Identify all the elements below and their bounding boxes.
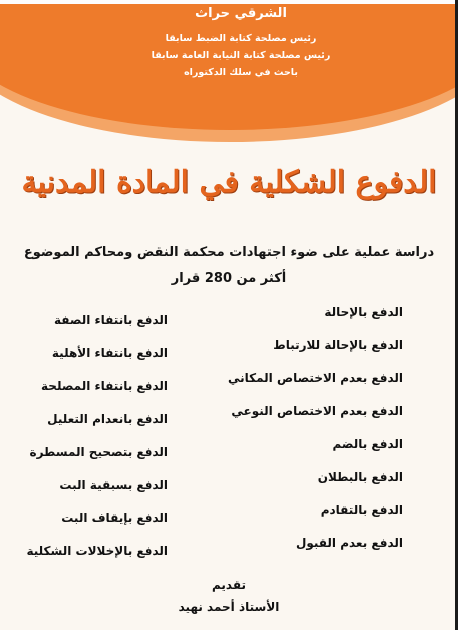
book-title: الدفوع الشكلية في المادة المدنية [21, 165, 437, 200]
scan-edge-top [0, 0, 458, 4]
topic-item: الدفع بالضم [332, 437, 403, 451]
author-name: الشرقي حراث [195, 6, 287, 21]
subtitle-line-1: دراسة عملية على ضوء اجتهادات محكمة النقض ومحاكم الموضوع [23, 245, 435, 260]
topic-item: الدفع بانعدام التعليل [47, 412, 168, 426]
author-role-2: رئيس مصلحة كتابة النيابة العامة سابقا [151, 50, 331, 61]
author-role-3: باحث في سلك الدكتوراه [184, 67, 298, 78]
topic-item: الدفع بانتفاء الصفة [53, 313, 168, 327]
topic-item: الدفع بانتفاء الأهلية [51, 346, 168, 360]
book-subtitle [0, 240, 458, 292]
topic-item: الدفع بتصحيح المسطرة [29, 445, 168, 459]
topics-left-column [18, 310, 168, 574]
author-block [0, 6, 458, 81]
topic-item: الدفع بالبطلان [317, 470, 403, 484]
topic-item: الدفع بإيقاف البت [61, 511, 168, 525]
author-role-1: رئيس مصلحة كتابة الضبط سابقا [165, 33, 317, 44]
topic-item: الدفع بانتفاء المصلحة [41, 379, 168, 393]
topic-item: الدفع بالإحالة للارتباط [273, 338, 403, 352]
foreword-presenter: الأستاذ أحمد نهيد [178, 600, 280, 614]
foreword-heading: تقديم [212, 578, 246, 592]
foreword-block [0, 574, 458, 618]
topic-item: الدفع بعدم الاختصاص المكاني [227, 371, 403, 385]
topic-item: الدفع بعدم القبول [295, 536, 403, 550]
topic-item: الدفع بعدم الاختصاص النوعي [231, 404, 403, 418]
topic-item: الدفع بالإخلالات الشكلية [26, 544, 168, 558]
topic-item: الدفع بالتقادم [320, 503, 403, 517]
topic-item: الدفع بسبقية البت [59, 478, 168, 492]
topic-item: الدفع بالإحالة [324, 305, 403, 319]
subtitle-line-2: أكثر من 280 قرار [171, 271, 287, 286]
topics-right-column [203, 302, 403, 566]
